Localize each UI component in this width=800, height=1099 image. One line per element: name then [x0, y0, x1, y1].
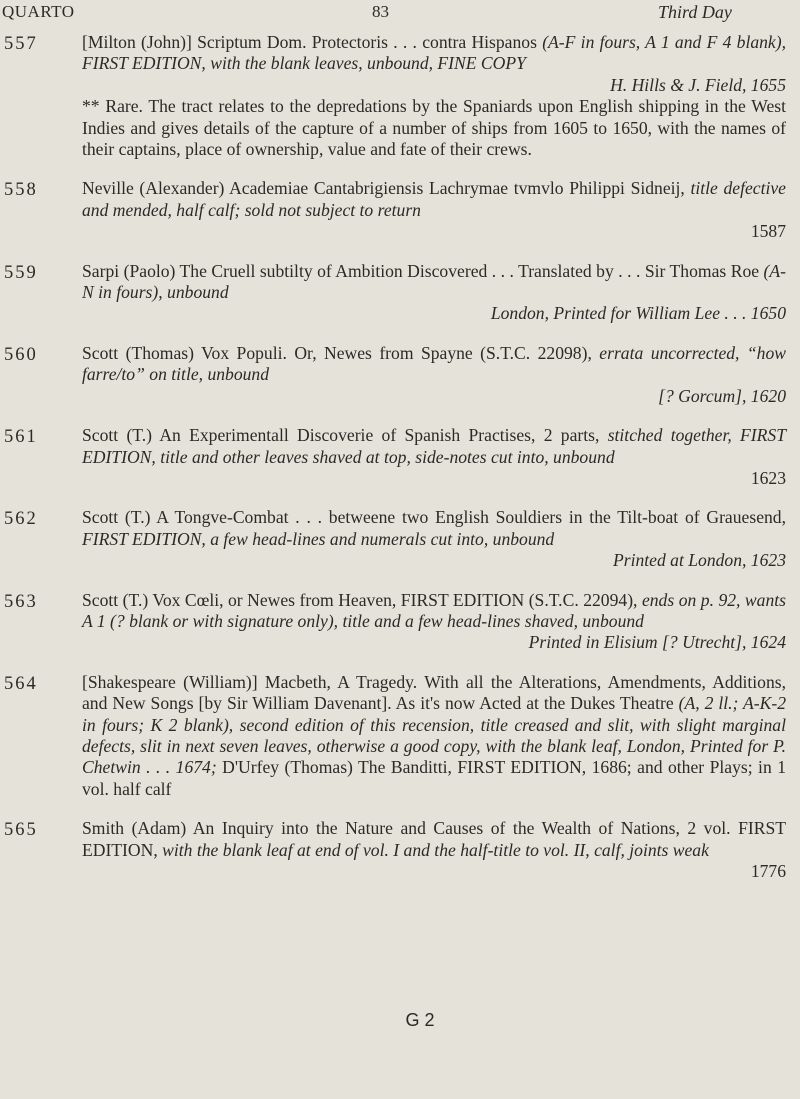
lot-imprint: [? Gorcum], 1620 [658, 385, 786, 406]
lot-number: 563 [4, 591, 38, 612]
lot-imprint: London, Printed for P. Chetwin . . . 1674; [82, 735, 787, 778]
lot-entry [0, 672, 800, 800]
lot-description [82, 507, 786, 571]
lot-title: Scott (T.) A Tongve-Combat . . . betweene two English Souldiers in the Tilt-boat of Grauesend, [82, 507, 786, 528]
lot-imprint: 1623 [750, 467, 786, 488]
lot-description [82, 343, 786, 407]
lot-imprint: H. Hills & J. Field, 1655 [610, 74, 786, 95]
signature-mark: G 2 [405, 1010, 435, 1030]
lot-description [82, 590, 786, 654]
lot-number: 565 [4, 820, 38, 841]
lot-number: 559 [4, 262, 38, 283]
lot-number: 562 [4, 509, 38, 530]
lot-detail: with the blank leaf at end of vol. I and the half-title to vol. II, calf, joints weak [162, 839, 709, 860]
lot-imprint: Printed in Elisium [? Utrecht], 1624 [528, 632, 786, 653]
lot-entry [0, 590, 800, 654]
lot-title: [Shakespeare (William)] Macbeth, A Tragedy. With all the Alterations, Amendments, Additions, and New Songs [by Sir William Davenant]. As it's now Acted at the Dukes Theatre [82, 671, 786, 714]
lot-number: 561 [4, 427, 38, 448]
lot-entry [0, 261, 800, 325]
lot-list [0, 28, 800, 900]
lot-note: ** Rare. The tract relates to the depredations by the Spaniards upon English shipping in the West Indies and gives details of the capture of a number of ships from 1605 to 1650, with the names of their captains, place of ownership, value and fate of their crews. [82, 96, 786, 160]
lot-title: Scott (T.) Vox Cœli, or Newes from Heaven, FIRST EDITION (S.T.C. 22094), [82, 589, 638, 610]
lot-detail: (A-N in fours), unbound [82, 260, 786, 303]
lot-entry [0, 425, 800, 489]
lot-title: Neville (Alexander) Academiae Cantabrigiensis Lachrymae tvmvlo Philippi Sidneij, [82, 178, 685, 199]
lot-number: 564 [4, 673, 38, 694]
lot-detail: ends on p. 92, wants A 1 (? blank or with signature only), title and a few head-lines shaved, unbound [82, 589, 786, 631]
lot-description [82, 672, 786, 800]
lot-detail: title defective and mended, half calf; sold not subject to return [82, 178, 786, 220]
lot-title: [Milton (John)] Scriptum Dom. Protectoris . . . contra Hispanos [82, 32, 537, 52]
lot-title: Scott (Thomas) Vox Populi. Or, Newes from Spayne (S.T.C. 22098), [82, 342, 592, 363]
lot-description [82, 818, 786, 882]
lot-detail: errata uncorrected, “how farre/to” on title, unbound [82, 342, 786, 385]
lot-additional: D'Urfey (Thomas) The Banditti, FIRST EDITION, 1686; and other Plays; in 1 vol. half calf [82, 757, 786, 799]
lot-detail: (A, 2 ll.; A-K-2 in fours; K 2 blank), second edition of this recension, title creased and slit, with slight marginal defects, slit in next seven leaves, otherwise a good copy, with the blank leaf, [82, 693, 787, 756]
lot-description [82, 425, 786, 489]
page-number: 83 [372, 2, 389, 21]
lot-imprint: 1587 [750, 221, 786, 242]
lot-imprint: London, Printed for William Lee . . . 1650 [490, 303, 786, 324]
lot-description [82, 178, 786, 242]
lot-detail: (A-F in fours, A 1 and F 4 blank), FIRST EDITION, with the blank leaves, unbound, FINE COPY [82, 32, 786, 74]
lot-entry [0, 178, 800, 242]
lot-description [82, 32, 786, 160]
page-header [0, 0, 800, 30]
lot-number: 560 [4, 344, 38, 365]
header-day: Third Day [658, 2, 732, 22]
header-format: QUARTO [2, 2, 75, 21]
lot-entry [0, 32, 800, 160]
lot-entry [0, 343, 800, 407]
lot-detail: stitched together, FIRST EDITION, title and other leaves shaved at top, side-notes cut into, unbound [82, 425, 786, 467]
lot-number: 558 [4, 180, 38, 201]
lot-description [82, 261, 786, 325]
lot-imprint: Printed at London, 1623 [612, 550, 786, 571]
lot-number: 557 [4, 34, 38, 54]
lot-entry [0, 818, 800, 882]
lot-detail: FIRST EDITION, a few head-lines and numerals cut into, unbound [82, 528, 555, 549]
lot-entry [0, 507, 800, 571]
lot-title: Scott (T.) An Experimentall Discoverie of Spanish Practises, 2 parts, [82, 425, 600, 446]
lot-title: Smith (Adam) An Inquiry into the Nature and Causes of the Wealth of Nations, 2 vol. FIRST EDITION, [82, 818, 786, 860]
lot-imprint: 1776 [750, 861, 786, 881]
lot-title: Sarpi (Paolo) The Cruell subtilty of Ambition Discovered . . . Translated by . . . Sir Thomas Roe [82, 260, 760, 281]
